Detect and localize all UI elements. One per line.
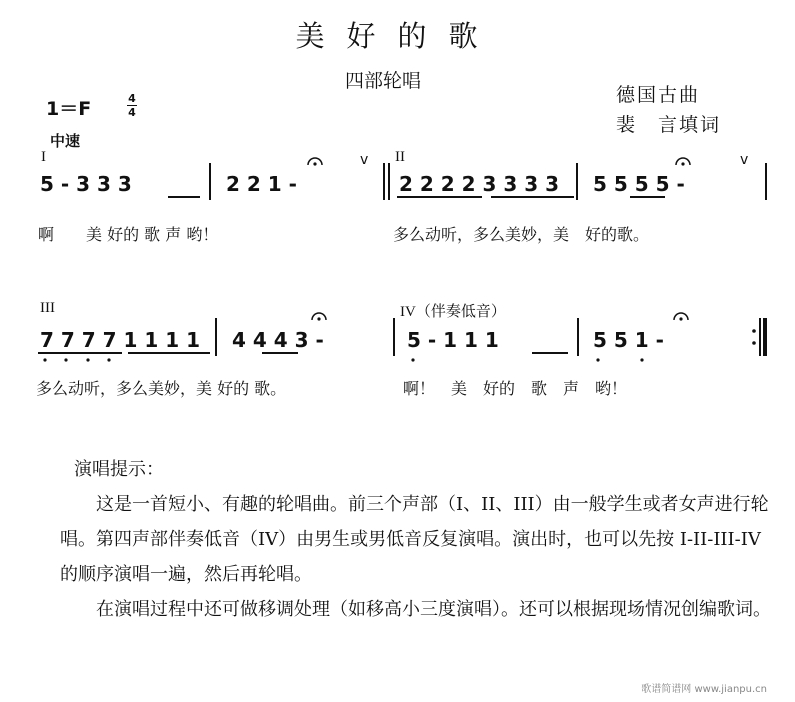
tips-heading: 演唱提示： — [74, 459, 164, 480]
fermata-dot — [313, 162, 316, 165]
octave-dot — [43, 358, 46, 361]
octave-dot — [107, 358, 110, 361]
octave-dot — [640, 358, 643, 361]
measure-2-2: 4 4 4 3 - — [232, 328, 324, 352]
time-signature-top: 4 — [128, 92, 136, 105]
repeat-dot — [752, 341, 756, 345]
lyricist-credit: 裴 言填词 — [616, 114, 722, 136]
watermark: 歌谱简谱网 www.jianpu.cn — [641, 684, 767, 695]
tips-paragraph-2: 在演唱过程中还可做移调处理（如移高小三度演唱）。还可以根据现场情况创编歌词。 — [96, 599, 771, 620]
octave-dot — [411, 358, 414, 361]
tempo-marking: 中速 — [50, 132, 81, 150]
measure-2-4: 5 5 1 - — [593, 328, 664, 352]
octave-dot — [596, 358, 599, 361]
tips-body — [60, 487, 780, 627]
fermata-dot — [679, 317, 682, 320]
subtitle: 四部轮唱 — [345, 70, 422, 92]
measure-1-4: 5 5 5 5 - — [593, 172, 685, 196]
lyrics-row-2-part3: 多么动听，多么美妙，美 好的 歌。 — [36, 379, 287, 398]
lyrics-row-1-part1: 啊 美 好的 歌 声 哟！ — [38, 225, 219, 244]
part-marker-1: I — [41, 149, 46, 165]
tips-paragraph-1: 这是一首短小、有趣的轮唱曲。前三个声部（I、II、III）由一般学生或者女声进行轮唱。第四声部伴奏低音（IV）由男生或男低音反复演唱。演出时，也可以先按 I-II-III-IV 的顺序演唱一遍，然后再轮唱。 — [60, 494, 769, 585]
page-title: 美好的歌 — [295, 19, 500, 53]
repeat-dot — [752, 329, 756, 333]
octave-dot — [64, 358, 67, 361]
measure-1-3: 2 2 2 2 3 3 3 3 — [399, 172, 560, 196]
measure-2-1: 7 7 7 7 1 1 1 1 — [40, 328, 201, 352]
part-marker-4: IV（伴奏低音） — [400, 304, 506, 320]
composer-credit: 德国古曲 — [616, 84, 701, 106]
octave-dot — [86, 358, 89, 361]
lyrics-row-1-part2: 多么动听，多么美妙，美 好的歌。 — [393, 225, 650, 244]
time-signature-bottom: 4 — [128, 106, 136, 119]
key-signature: 1＝F — [46, 98, 92, 120]
part-marker-3: III — [40, 300, 55, 316]
measure-2-3: 5 - 1 1 1 — [407, 328, 499, 352]
breath-mark: v — [740, 152, 749, 168]
fermata-dot — [317, 317, 320, 320]
measure-1-2: 2 2 1 - — [226, 172, 297, 196]
measure-1-1: 5 - 3 3 3 — [40, 172, 132, 196]
fermata-dot — [681, 162, 684, 165]
lyrics-row-2-part4: 啊！ 美 好的 歌 声 哟！ — [403, 379, 628, 398]
breath-mark: v — [360, 152, 369, 168]
part-marker-2: II — [395, 149, 405, 165]
